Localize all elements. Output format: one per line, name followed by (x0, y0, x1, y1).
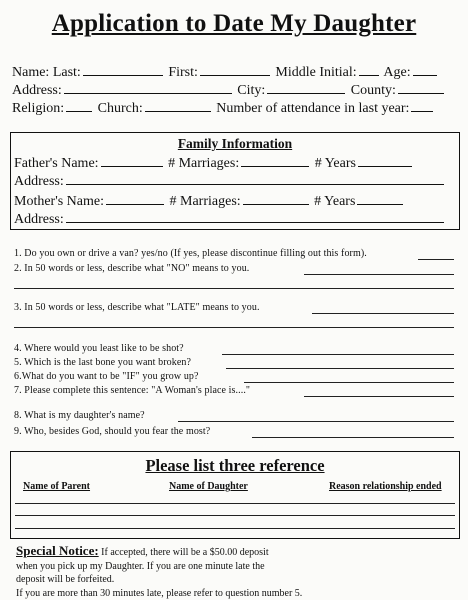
mother-row (14, 192, 405, 210)
church-label: Church: (97, 101, 143, 116)
answer-line-4[interactable] (222, 354, 454, 355)
father-address-row (14, 172, 446, 190)
references-box (10, 451, 460, 539)
father-name-field[interactable] (101, 154, 163, 167)
mother-years-field[interactable] (357, 192, 403, 205)
question-5: 5. Which is the last bone you want broken? (14, 357, 192, 368)
address-row (12, 81, 446, 99)
notice-line-2: when you pick up my Daughter. If you are one minute late the (16, 560, 265, 572)
middle-initial-label: Middle Initial: (275, 65, 357, 80)
col-name-of-daughter: Name of Daughter (169, 481, 248, 492)
last-name-label: Name: Last: (12, 65, 81, 80)
notice-lead: Special Notice: (16, 543, 99, 558)
church-field[interactable] (145, 99, 211, 112)
reference-line-2[interactable] (15, 515, 455, 516)
mother-address-field[interactable] (66, 210, 444, 223)
answer-line-1[interactable] (418, 259, 454, 260)
county-label: County: (350, 83, 396, 98)
question-9: 9. Who, besides God, should you fear the most? (14, 426, 211, 437)
form-title: Application to Date My Daughter (51, 10, 417, 37)
answer-line-9[interactable] (252, 437, 454, 438)
mother-marriages-label: # Marriages: (169, 194, 241, 209)
references-title: Please list three reference (145, 456, 325, 475)
city-field[interactable] (267, 81, 345, 94)
father-address-field[interactable] (66, 172, 444, 185)
question-8: 8. What is my daughter's name? (14, 410, 145, 421)
mother-years-label: # Years (314, 194, 356, 209)
mother-name-field[interactable] (106, 192, 164, 205)
family-information-box (10, 132, 460, 230)
age-label: Age: (383, 65, 411, 80)
age-field[interactable] (413, 63, 437, 76)
question-2: 2. In 50 words or less, describe what "NO" means to you. (14, 263, 250, 274)
mother-name-label: Mother's Name: (14, 194, 105, 209)
question-4: 4. Where would you least like to be shot? (14, 343, 184, 354)
notice-line-1: Special Notice: If accepted, there will be a $50.00 deposit (16, 543, 269, 558)
first-name-field[interactable] (200, 63, 270, 76)
reference-line-1[interactable] (15, 503, 455, 504)
father-row (14, 154, 414, 172)
attendance-label: Number of attendance in last year: (216, 101, 410, 116)
notice-line-3: deposit will be forfeited. (16, 574, 115, 585)
father-name-label: Father's Name: (14, 156, 99, 171)
special-notice (16, 544, 302, 600)
father-years-field[interactable] (358, 154, 412, 167)
mother-marriages-field[interactable] (243, 192, 309, 205)
religion-field[interactable] (66, 99, 92, 112)
city-label: City: (237, 83, 266, 98)
question-1: 1. Do you own or drive a van? yes/no (If yes, please discontinue filling out this form). (14, 248, 367, 259)
answer-line-5[interactable] (226, 368, 454, 369)
answer-line-8[interactable] (178, 421, 454, 422)
col-reason-relationship-ended: Reason relationship ended (329, 481, 442, 492)
question-6: 6.What do you want to be "IF" you grow up? (14, 371, 199, 382)
father-marriages-label: # Marriages: (168, 156, 240, 171)
mother-address-row (14, 210, 446, 228)
first-name-label: First: (168, 65, 198, 80)
father-marriages-field[interactable] (241, 154, 309, 167)
religion-label: Religion: (12, 101, 65, 116)
notice-line-4: If you are more than 30 minutes late, please refer to question number 5. (16, 587, 303, 599)
address-label: Address: (12, 83, 62, 98)
middle-initial-field[interactable] (359, 63, 379, 76)
col-name-of-parent: Name of Parent (23, 481, 91, 492)
reference-line-3[interactable] (15, 528, 455, 529)
question-7: 7. Please complete this sentence: "A Woman's place is...." (14, 385, 251, 396)
family-information-title: Family Information (177, 136, 293, 151)
father-address-label: Address: (14, 174, 64, 189)
address-field[interactable] (64, 81, 232, 94)
name-row (12, 63, 439, 81)
answer-line-6[interactable] (244, 382, 454, 383)
religion-row (12, 99, 435, 117)
attendance-field[interactable] (411, 99, 433, 112)
last-name-field[interactable] (83, 63, 163, 76)
county-field[interactable] (398, 81, 444, 94)
father-years-label: # Years (314, 156, 356, 171)
answer-line-2a[interactable] (304, 274, 454, 275)
mother-address-label: Address: (14, 212, 64, 227)
question-3: 3. In 50 words or less, describe what "LATE" means to you. (14, 302, 260, 313)
answer-line-2b[interactable] (14, 288, 454, 289)
answer-line-3b[interactable] (14, 327, 454, 328)
answer-line-3a[interactable] (312, 313, 454, 314)
answer-line-7[interactable] (304, 396, 454, 397)
